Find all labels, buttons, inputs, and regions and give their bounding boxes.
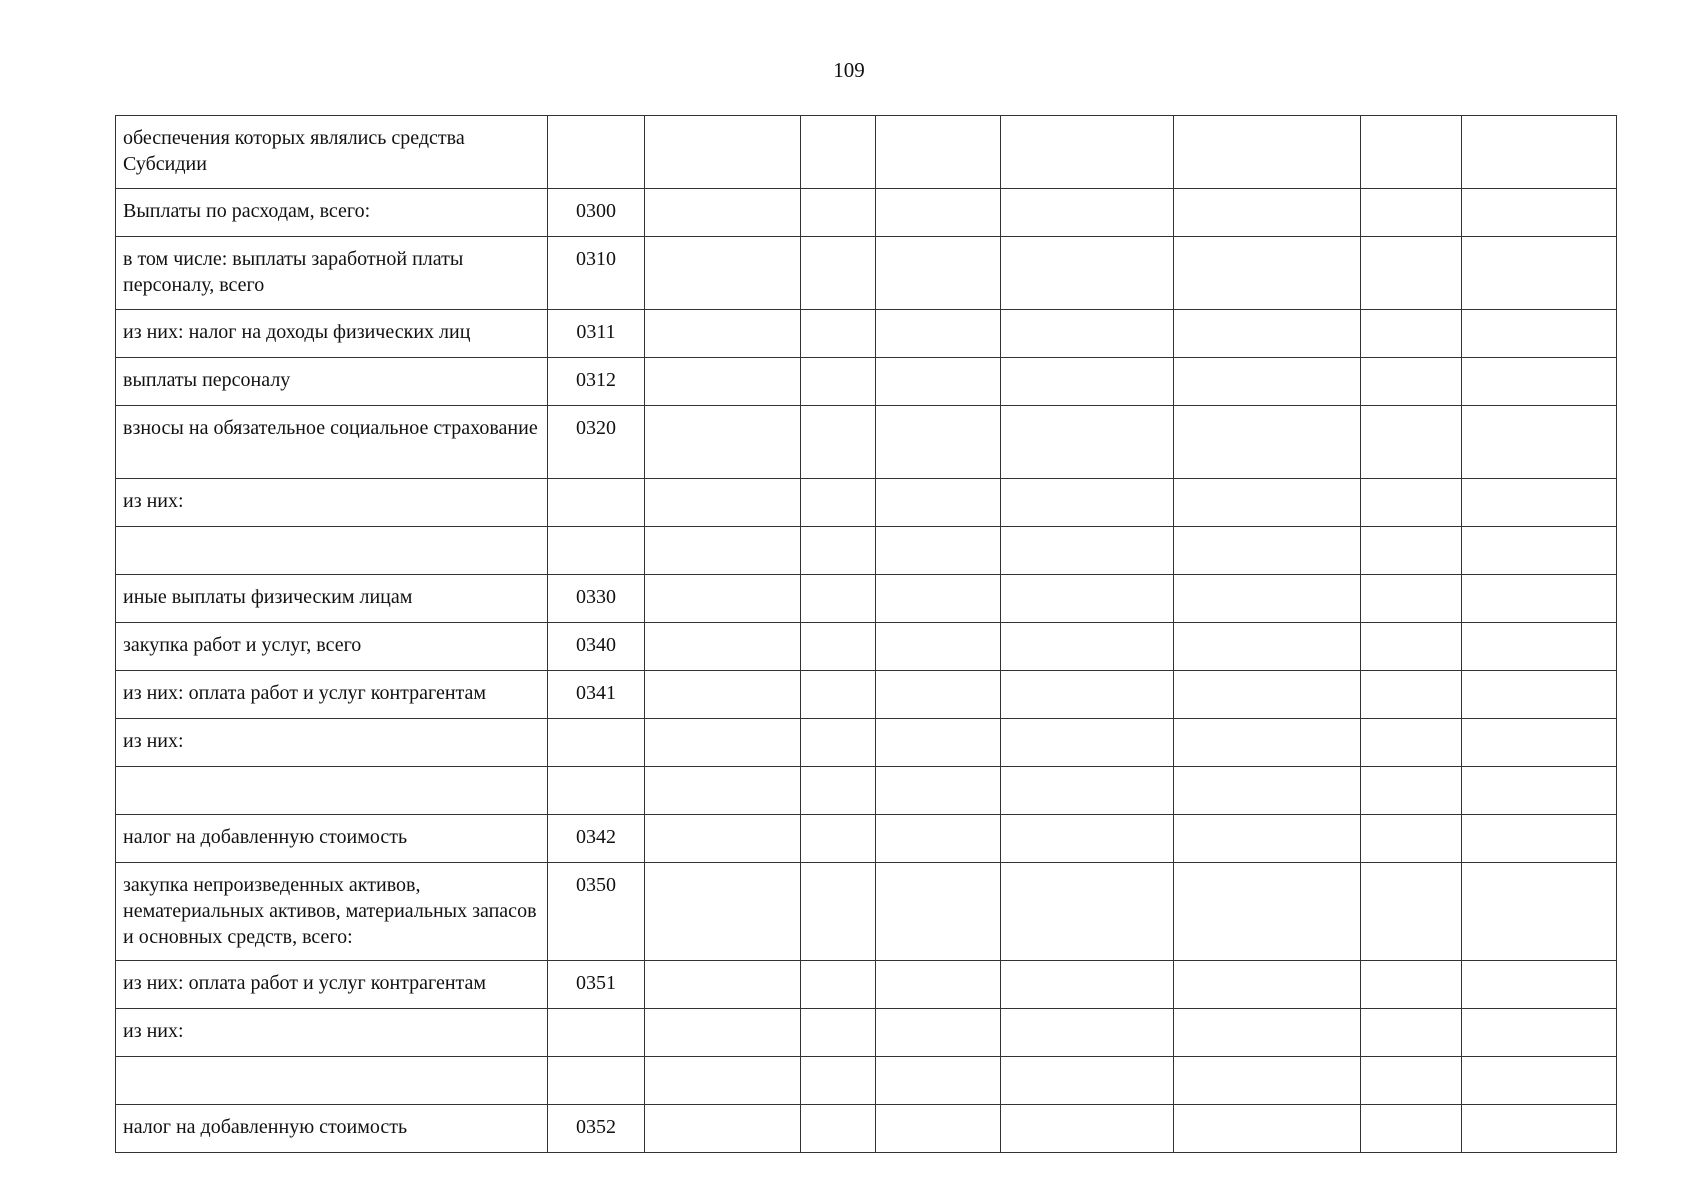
table-cell: [645, 189, 801, 237]
row-label: из них: оплата работ и услуг контрагентам: [116, 671, 548, 719]
table-cell: [1001, 116, 1174, 189]
table-cell: [876, 815, 1001, 863]
table-cell: [801, 1057, 876, 1105]
table-cell: [1001, 358, 1174, 406]
table-cell: [1462, 815, 1617, 863]
table-cell: [1462, 719, 1617, 767]
report-table: [115, 115, 1617, 1153]
report-table-body: [116, 116, 1617, 1153]
table-row: [116, 623, 1617, 671]
table-cell: [876, 719, 1001, 767]
row-code: [548, 527, 645, 575]
row-label: из них: оплата работ и услуг контрагентам: [116, 961, 548, 1009]
table-cell: [1001, 815, 1174, 863]
table-cell: [1001, 527, 1174, 575]
row-label: налог на добавленную стоимость: [116, 815, 548, 863]
table-cell: [876, 863, 1001, 961]
row-code: 0312: [548, 358, 645, 406]
table-cell: [1174, 479, 1361, 527]
table-cell: [1001, 406, 1174, 479]
table-cell: [1001, 1057, 1174, 1105]
table-cell: [1361, 671, 1462, 719]
table-cell: [1361, 1009, 1462, 1057]
table-cell: [1361, 527, 1462, 575]
table-cell: [1174, 1105, 1361, 1153]
row-code: 0320: [548, 406, 645, 479]
table-cell: [876, 189, 1001, 237]
table-cell: [801, 358, 876, 406]
page-number: 109: [833, 58, 865, 82]
table-cell: [876, 310, 1001, 358]
table-cell: [1361, 1057, 1462, 1105]
row-label: иные выплаты физическим лицам: [116, 575, 548, 623]
row-label: из них:: [116, 479, 548, 527]
table-row: [116, 719, 1617, 767]
table-cell: [876, 767, 1001, 815]
table-cell: [1001, 575, 1174, 623]
table-cell: [645, 815, 801, 863]
table-cell: [876, 358, 1001, 406]
row-label: закупка работ и услуг, всего: [116, 623, 548, 671]
row-label: из них: налог на доходы физических лиц: [116, 310, 548, 358]
table-cell: [1462, 623, 1617, 671]
table-cell: [801, 719, 876, 767]
table-row: [116, 527, 1617, 575]
row-code: [548, 479, 645, 527]
table-cell: [876, 237, 1001, 310]
row-code: 0340: [548, 623, 645, 671]
table-row: [116, 116, 1617, 189]
table-cell: [1462, 406, 1617, 479]
table-cell: [1174, 189, 1361, 237]
table-cell: [1001, 671, 1174, 719]
table-cell: [1174, 116, 1361, 189]
table-cell: [801, 1009, 876, 1057]
table-row: [116, 767, 1617, 815]
table-cell: [645, 575, 801, 623]
table-cell: [1361, 237, 1462, 310]
row-code: 0341: [548, 671, 645, 719]
table-cell: [801, 961, 876, 1009]
table-cell: [876, 1057, 1001, 1105]
table-cell: [801, 237, 876, 310]
table-cell: [876, 961, 1001, 1009]
row-code: 0330: [548, 575, 645, 623]
table-cell: [801, 815, 876, 863]
table-cell: [876, 116, 1001, 189]
table-cell: [1361, 767, 1462, 815]
row-code: [548, 1009, 645, 1057]
table-row: [116, 961, 1617, 1009]
table-cell: [801, 767, 876, 815]
table-cell: [876, 406, 1001, 479]
table-cell: [1174, 237, 1361, 310]
table-row: [116, 1009, 1617, 1057]
table-cell: [801, 863, 876, 961]
table-cell: [1001, 1105, 1174, 1153]
table-cell: [1174, 815, 1361, 863]
table-cell: [1001, 310, 1174, 358]
table-cell: [1361, 719, 1462, 767]
table-cell: [645, 116, 801, 189]
table-cell: [1361, 189, 1462, 237]
table-cell: [1001, 863, 1174, 961]
table-cell: [1361, 961, 1462, 1009]
row-code: 0310: [548, 237, 645, 310]
table-cell: [801, 575, 876, 623]
row-label: из них:: [116, 1009, 548, 1057]
table-cell: [1462, 189, 1617, 237]
table-cell: [1462, 961, 1617, 1009]
table-cell: [1174, 1057, 1361, 1105]
table-cell: [1001, 623, 1174, 671]
table-cell: [645, 961, 801, 1009]
table-cell: [1174, 527, 1361, 575]
table-cell: [1462, 237, 1617, 310]
table-cell: [1001, 1009, 1174, 1057]
table-cell: [1001, 189, 1174, 237]
row-code: [548, 767, 645, 815]
table-cell: [1361, 815, 1462, 863]
table-cell: [1001, 767, 1174, 815]
table-row: [116, 358, 1617, 406]
row-label: [116, 767, 548, 815]
table-cell: [801, 406, 876, 479]
table-cell: [645, 527, 801, 575]
row-label: взносы на обязательное социальное страхование: [116, 406, 548, 479]
table-cell: [1462, 767, 1617, 815]
table-cell: [1174, 1009, 1361, 1057]
table-row: [116, 1057, 1617, 1105]
table-cell: [801, 1105, 876, 1153]
table-cell: [1462, 358, 1617, 406]
row-label: обеспечения которых являлись средства Субсидии: [116, 116, 548, 189]
table-cell: [645, 358, 801, 406]
table-cell: [1361, 310, 1462, 358]
table-row: [116, 189, 1617, 237]
table-cell: [645, 406, 801, 479]
row-label: в том числе: выплаты заработной платы персоналу, всего: [116, 237, 548, 310]
table-cell: [1174, 671, 1361, 719]
table-cell: [1001, 719, 1174, 767]
table-cell: [801, 527, 876, 575]
table-cell: [645, 719, 801, 767]
table-cell: [1462, 1105, 1617, 1153]
row-label: [116, 527, 548, 575]
row-label: [116, 1057, 548, 1105]
table-cell: [1001, 479, 1174, 527]
table-cell: [1462, 1009, 1617, 1057]
table-cell: [1462, 479, 1617, 527]
table-cell: [1462, 310, 1617, 358]
table-cell: [801, 479, 876, 527]
table-cell: [645, 767, 801, 815]
table-cell: [645, 310, 801, 358]
table-cell: [1001, 961, 1174, 1009]
row-code: [548, 719, 645, 767]
table-cell: [1462, 527, 1617, 575]
table-cell: [1174, 575, 1361, 623]
table-cell: [801, 623, 876, 671]
row-code: 0351: [548, 961, 645, 1009]
table-cell: [876, 623, 1001, 671]
table-cell: [1174, 961, 1361, 1009]
table-cell: [1174, 406, 1361, 479]
row-code: 0342: [548, 815, 645, 863]
table-cell: [801, 310, 876, 358]
table-cell: [645, 623, 801, 671]
row-label: закупка непроизведенных активов, нематериальных активов, материальных запасов и основных средств, всего:: [116, 863, 548, 961]
table-cell: [645, 1105, 801, 1153]
table-cell: [1174, 358, 1361, 406]
table-row: [116, 237, 1617, 310]
table-cell: [1361, 623, 1462, 671]
row-code: 0350: [548, 863, 645, 961]
table-cell: [1174, 623, 1361, 671]
table-cell: [1001, 237, 1174, 310]
table-row: [116, 575, 1617, 623]
table-cell: [645, 1057, 801, 1105]
table-row: [116, 310, 1617, 358]
table-cell: [645, 479, 801, 527]
table-row: [116, 863, 1617, 961]
table-row: [116, 815, 1617, 863]
table-cell: [801, 671, 876, 719]
table-row: [116, 671, 1617, 719]
table-cell: [1361, 1105, 1462, 1153]
table-cell: [645, 237, 801, 310]
table-cell: [1174, 767, 1361, 815]
row-code: [548, 116, 645, 189]
table-row: [116, 479, 1617, 527]
table-cell: [1361, 575, 1462, 623]
table-cell: [1462, 116, 1617, 189]
table-cell: [1462, 863, 1617, 961]
table-row: [116, 406, 1617, 479]
table-cell: [876, 479, 1001, 527]
table-cell: [1174, 310, 1361, 358]
table-cell: [876, 575, 1001, 623]
table-cell: [645, 671, 801, 719]
table-cell: [1462, 671, 1617, 719]
table-cell: [876, 1105, 1001, 1153]
table-cell: [1174, 719, 1361, 767]
row-code: 0300: [548, 189, 645, 237]
row-code: [548, 1057, 645, 1105]
row-label: налог на добавленную стоимость: [116, 1105, 548, 1153]
table-cell: [801, 189, 876, 237]
table-cell: [1462, 1057, 1617, 1105]
table-cell: [876, 527, 1001, 575]
table-cell: [1174, 863, 1361, 961]
row-label: из них:: [116, 719, 548, 767]
table-cell: [645, 1009, 801, 1057]
row-label: Выплаты по расходам, всего:: [116, 189, 548, 237]
row-label: выплаты персоналу: [116, 358, 548, 406]
table-row: [116, 1105, 1617, 1153]
row-code: 0311: [548, 310, 645, 358]
row-code: 0352: [548, 1105, 645, 1153]
table-cell: [1361, 358, 1462, 406]
table-cell: [1361, 116, 1462, 189]
table-cell: [1361, 406, 1462, 479]
table-cell: [645, 863, 801, 961]
table-cell: [876, 671, 1001, 719]
table-cell: [876, 1009, 1001, 1057]
table-cell: [1361, 863, 1462, 961]
table-cell: [1462, 575, 1617, 623]
table-cell: [1361, 479, 1462, 527]
table-cell: [801, 116, 876, 189]
